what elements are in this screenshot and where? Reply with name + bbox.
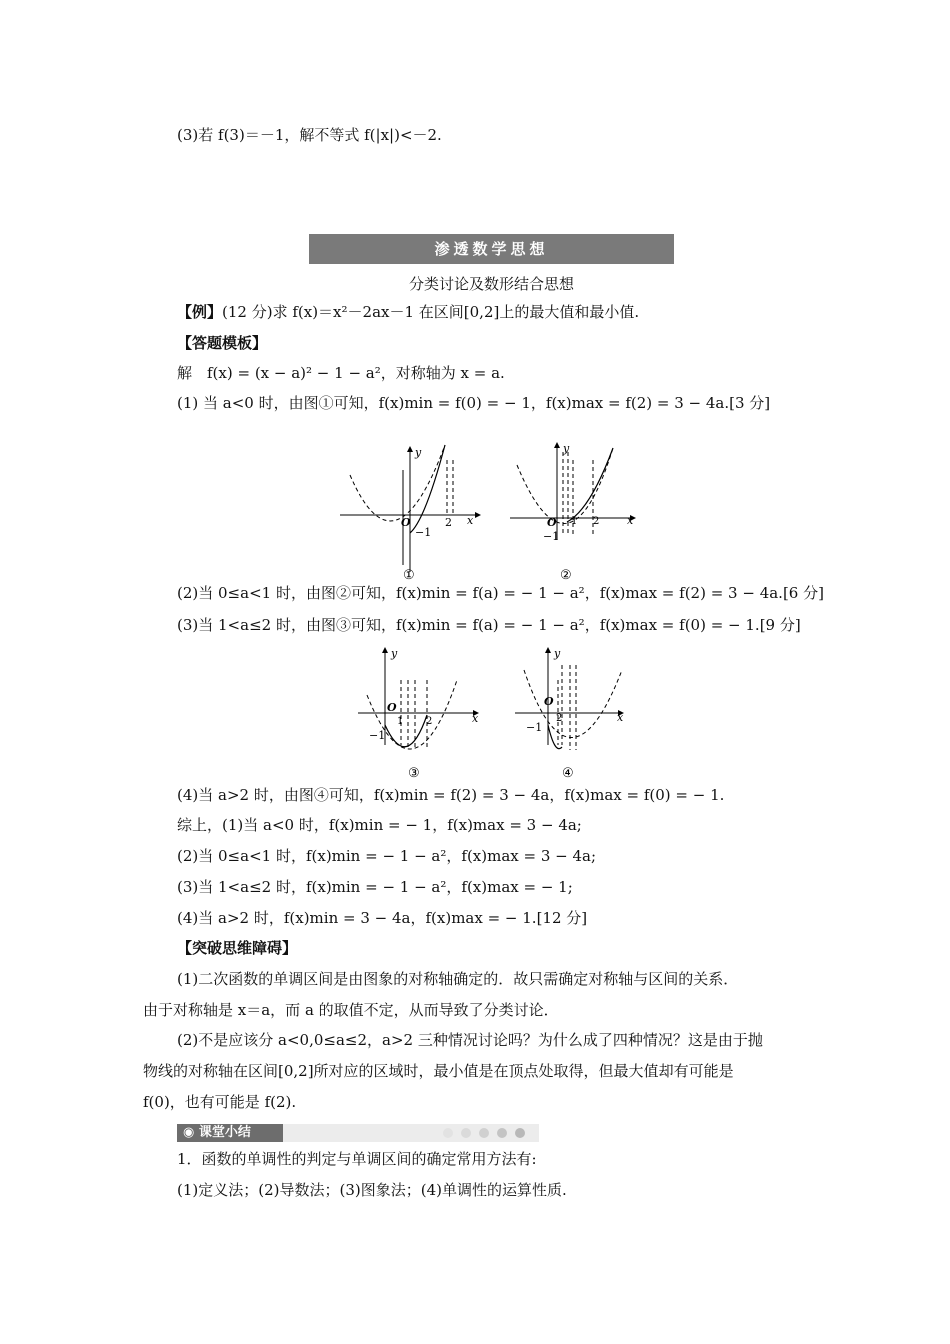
fig1-minus1: −1 [415,526,432,539]
graph-figure-1 [335,440,485,583]
fig4-label: ④ [562,766,574,781]
decor-dot-icon [443,1128,453,1138]
breakthrough-p2b: 物线的对称轴在区间[0,2]所对应的区域时，最小值是在顶点处取得，但最大值却有可能是 [143,1062,734,1080]
summary-case2: (2)当 0≤a<1 时，f(x)min = − 1 − a²，f(x)max = 3 − 4a; [177,847,597,865]
fig3-tick2: 2 [426,716,433,727]
solution-case3: (3)当 1<a≤2 时，由图③可知，f(x)min = f(a) = − 1 − a²，f(x)max = f(0) = − 1.[9 分] [177,616,801,634]
fig4-y-label: y [554,647,561,660]
decor-dot-icon [461,1128,471,1138]
decor-dot-icon [515,1128,525,1138]
graph-figure-2 [505,440,655,583]
solution-case2: (2)当 0≤a<1 时，由图②可知，f(x)min = f(a) = − 1 − a²，f(x)max = f(2) = 3 − 4a.[6 分] [177,584,824,602]
solution-intro: 解 f(x) = (x − a)² − 1 − a²，对称轴为 x = a. [177,364,505,382]
breakthrough-heading: 【突破思维障碍】 [177,939,298,957]
fig4-x-label: x [617,711,624,724]
breakthrough-p2c: f(0)，也有可能是 f(2). [143,1093,297,1111]
summary-line2: (1)定义法；(2)导数法；(3)图象法；(4)单调性的运算性质. [177,1181,567,1199]
fig1-label: ① [403,568,415,583]
breakthrough-p2a: (2)不是应该分 a<0,0≤a≤2，a>2 三种情况讨论吗？为什么成了四种情况？这是由于抛 [177,1031,763,1049]
class-summary-label: ◉ 课堂小结 [177,1124,283,1142]
section-subtitle: 分类讨论及数形结合思想 [408,275,574,293]
fig2-origin: O [547,516,557,529]
solution-case4: (4)当 a>2 时，由图④可知，f(x)min = f(2) = 3 − 4a，f(x)max = f(0) = − 1. [177,786,725,804]
template-heading: 【答题模板】 [177,334,268,352]
fig4-origin: O [544,695,554,708]
fig2-tick1: 1 [571,516,578,527]
decor-dot-icon [479,1128,489,1138]
example-tag: 【例】 [177,303,223,321]
fig3-label: ③ [408,766,420,781]
graph-figure-4 [510,645,650,783]
fig3-tick1: 1 [397,716,404,727]
breakthrough-p1a: (1)二次函数的单调区间是由图象的对称轴确定的．故只需确定对称轴与区间的关系． [177,970,739,988]
fig1-y-label: y [415,446,422,459]
summary-bar-decoration [283,1124,539,1142]
fig1-tick2: 2 [445,516,452,529]
breakthrough-p1b: 由于对称轴是 x＝a，而 a 的取值不定，从而导致了分类讨论． [143,1001,559,1019]
summary-case1: 综上，(1)当 a<0 时，f(x)min = − 1，f(x)max = 3 − 4a; [177,816,582,834]
class-summary-bar [177,1124,539,1142]
fig3-y-label: y [391,647,398,660]
solution-case1: (1) 当 a<0 时，由图①可知，f(x)min = f(0) = − 1，f(x)max = f(2) = 3 − 4a.[3 分] [177,394,771,412]
summary-line1: 1．函数的单调性的判定与单调区间的确定常用方法有: [177,1150,537,1168]
fig2-minus1: −1 [543,530,560,543]
example-line [177,302,639,322]
fig4-tick2: 2 [556,713,563,724]
fig4-minus1: −1 [526,721,543,734]
summary-case4: (4)当 a>2 时，f(x)min = 3 − 4a，f(x)max = − 1.[12 分] [177,909,588,927]
fig2-x-label: x [627,514,634,527]
decor-dot-icon [497,1128,507,1138]
fig2-label: ② [560,568,572,583]
fig1-origin: O [401,516,411,529]
fig3-origin: O [387,701,397,714]
section-banner: 渗透数学思想 [309,234,674,264]
fig2-y-label: y [563,442,570,455]
fig3-minus1: −1 [369,729,386,742]
graph-figure-3 [355,645,495,783]
fig1-x-label: x [467,514,474,527]
problem-part3: (3)若 f(3)＝－1，解不等式 f(|x|)<－2. [177,126,442,144]
fig2-tick2: 2 [593,516,600,527]
fig3-x-label: x [472,712,479,725]
example-text: (12 分)求 f(x)＝x²－2ax－1 在区间[0,2]上的最大值和最小值. [222,303,640,321]
summary-case3: (3)当 1<a≤2 时，f(x)min = − 1 − a²，f(x)max = − 1; [177,878,573,896]
